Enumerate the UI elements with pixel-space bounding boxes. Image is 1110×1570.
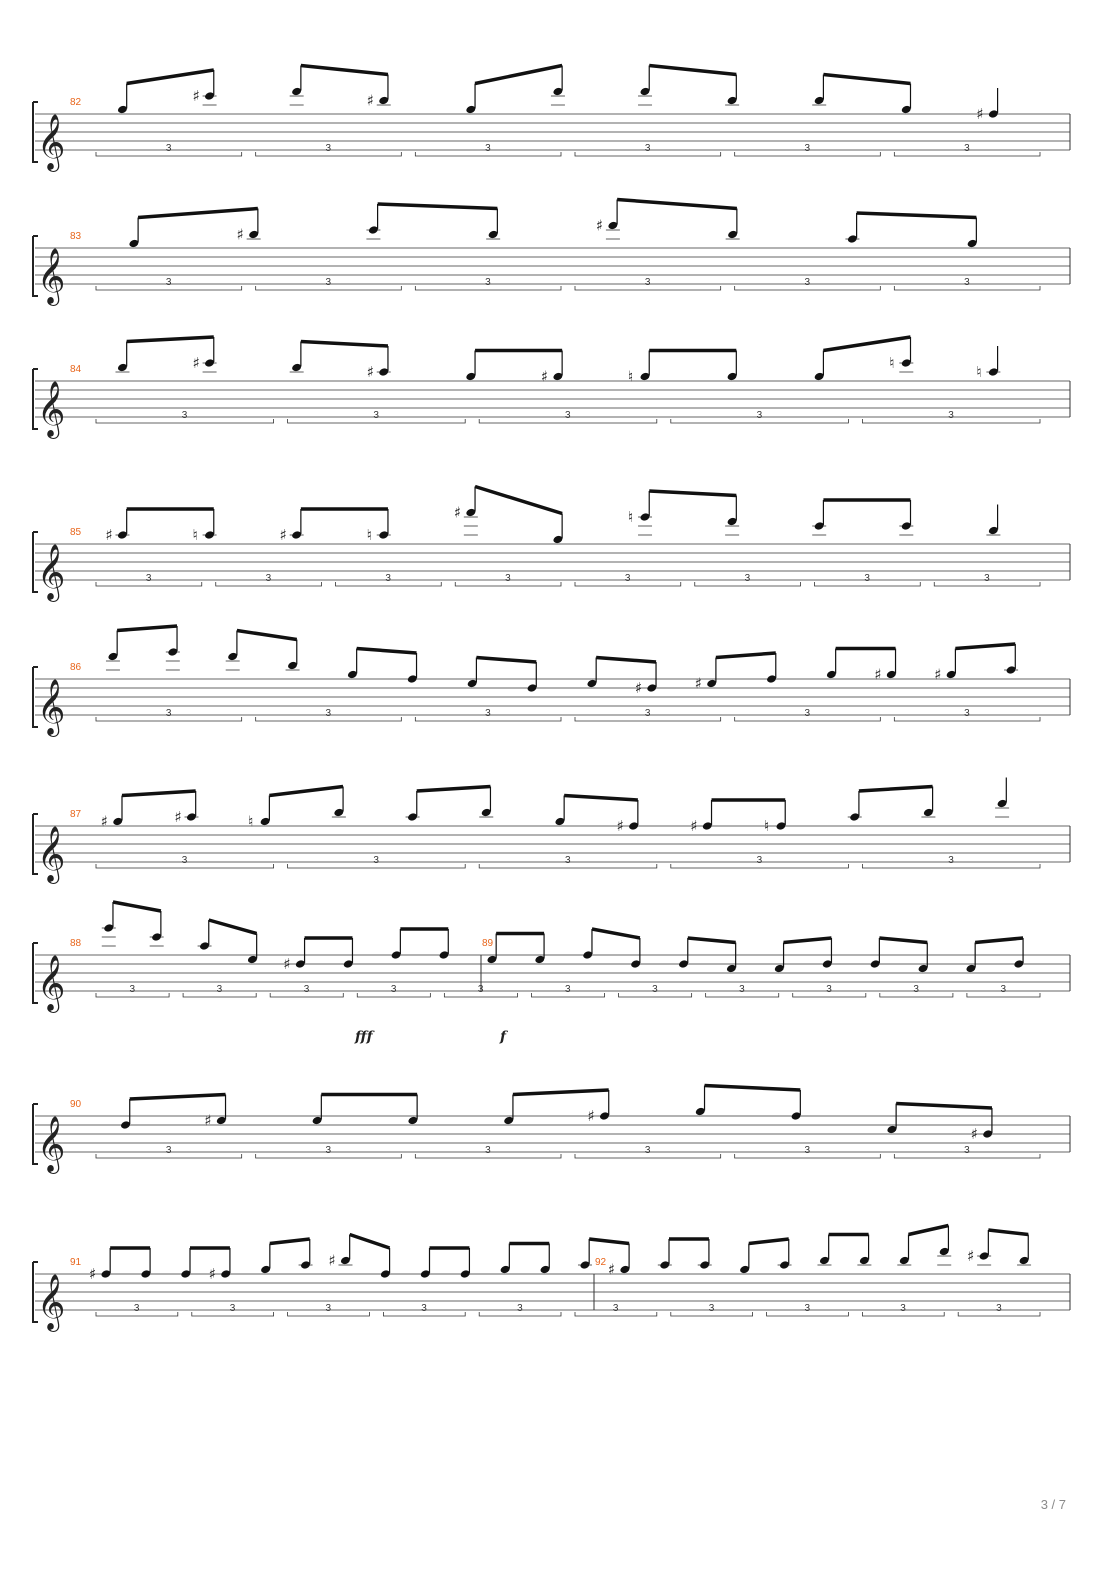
beam (127, 337, 214, 342)
tuplet-number: 3 (325, 1303, 332, 1314)
beam (596, 658, 656, 663)
beam (589, 1239, 629, 1244)
tuplet-number: 3 (181, 410, 188, 421)
tuplet-number: 3 (864, 573, 870, 584)
sharp-icon: ♯ (595, 216, 604, 235)
note (976, 346, 1000, 381)
sharp-icon: ♯ (208, 1265, 216, 1283)
note (628, 351, 650, 386)
note (822, 938, 833, 969)
tuplet-number: 3 (165, 1145, 172, 1156)
measure-number: 86 (70, 662, 82, 673)
note (106, 631, 120, 671)
beam (113, 902, 161, 911)
note (460, 1248, 471, 1279)
note (739, 1244, 750, 1275)
note (367, 346, 391, 381)
note (967, 218, 978, 249)
tuplet-number: 3 (826, 984, 832, 995)
note (937, 1226, 951, 1266)
beam (270, 1239, 310, 1244)
beam (705, 1086, 801, 1091)
note (290, 342, 304, 373)
note (347, 649, 358, 680)
tuplet-number: 3 (984, 573, 990, 584)
beam (857, 213, 977, 218)
beam (617, 200, 737, 209)
natural-icon: ♮ (248, 812, 254, 831)
note (115, 342, 129, 373)
sharp-icon: ♯ (874, 665, 882, 684)
beam (122, 791, 196, 796)
measure-number: 84 (70, 364, 82, 375)
sharp-icon: ♯ (634, 679, 643, 697)
treble-clef-icon: 𝄞 (37, 1116, 66, 1172)
note (774, 943, 785, 974)
note (934, 649, 956, 684)
sharp-icon: ♯ (236, 225, 244, 244)
note (380, 1248, 391, 1279)
tuplet-number: 3 (477, 984, 484, 995)
treble-clef-icon: 𝄞 (37, 826, 66, 882)
treble-clef-icon: 𝄞 (37, 381, 66, 437)
staff-system (33, 487, 1070, 603)
note (102, 902, 116, 946)
beam (955, 644, 1015, 649)
tuplet-number: 3 (421, 1303, 427, 1314)
beam (688, 938, 736, 943)
tuplet-number: 3 (804, 708, 811, 719)
note (727, 351, 738, 382)
beam (823, 75, 910, 84)
note (791, 1090, 802, 1121)
beam (879, 938, 927, 943)
beam (237, 631, 297, 640)
beam (716, 653, 776, 658)
note (921, 787, 935, 818)
staff-system (33, 337, 1070, 439)
sharp-icon: ♯ (976, 105, 984, 123)
tuplet-number: 3 (644, 143, 651, 154)
note (540, 1244, 551, 1275)
measure-number: 90 (70, 1099, 82, 1110)
note (407, 1095, 418, 1126)
sharp-icon: ♯ (540, 367, 549, 386)
tuplet-number: 3 (964, 1145, 970, 1156)
tuplet-number: 3 (505, 573, 511, 584)
tuplet-number: 3 (612, 1303, 619, 1314)
tuplet-number: 3 (265, 573, 272, 584)
tuplet-number: 3 (900, 1303, 906, 1314)
beam (975, 938, 1023, 943)
tuplet-number: 3 (165, 143, 172, 154)
beam (513, 1090, 609, 1095)
staff-system (33, 902, 1070, 1045)
note (899, 500, 913, 535)
tuplet-number: 3 (229, 1303, 236, 1314)
note (986, 505, 1000, 536)
note (367, 75, 391, 110)
note (725, 496, 739, 536)
staff-system (33, 626, 1070, 737)
note (814, 351, 825, 382)
note (193, 337, 217, 372)
sharp-icon: ♯ (328, 1251, 336, 1270)
note (366, 204, 380, 239)
beam (859, 787, 933, 792)
note (407, 653, 418, 684)
note (280, 509, 304, 544)
note (1004, 644, 1018, 675)
note (817, 1235, 831, 1266)
note (578, 1239, 592, 1270)
note (193, 509, 217, 544)
sharp-icon: ♯ (283, 955, 291, 973)
sharp-icon: ♯ (204, 1111, 212, 1130)
sharp-icon: ♯ (453, 503, 462, 522)
note (552, 514, 563, 545)
note (874, 649, 896, 684)
tuplet-number: 3 (913, 984, 919, 995)
beam (301, 342, 388, 347)
beam (357, 649, 417, 654)
natural-icon: ♮ (628, 367, 634, 386)
treble-clef-icon: 𝄞 (37, 544, 66, 600)
note (454, 487, 478, 536)
note (166, 626, 180, 670)
sharp-icon: ♯ (690, 817, 698, 835)
treble-clef-icon: 𝄞 (37, 1274, 66, 1330)
natural-icon: ♮ (192, 526, 198, 544)
note (901, 84, 912, 115)
note (117, 84, 128, 115)
beam (209, 920, 257, 934)
beam (896, 1104, 992, 1109)
tuplet-number: 3 (624, 573, 631, 584)
note (527, 662, 538, 693)
tuplet-number: 3 (565, 855, 571, 866)
tuplet-number: 3 (744, 573, 751, 584)
tuplet-number: 3 (644, 277, 651, 288)
beam (417, 787, 491, 792)
note (283, 938, 305, 973)
tuplet-number: 3 (644, 708, 651, 719)
note (439, 929, 450, 960)
tuplet-number: 3 (390, 984, 397, 995)
note (695, 658, 717, 693)
note (286, 640, 300, 671)
beam (138, 209, 258, 218)
note (140, 1248, 151, 1279)
beam (592, 929, 640, 938)
beam (475, 487, 562, 514)
tuplet-number: 3 (804, 277, 811, 288)
tuplet-number: 3 (652, 984, 658, 995)
tuplet-number: 3 (708, 1303, 715, 1314)
tuplet-number: 3 (756, 855, 763, 866)
note (1013, 938, 1024, 969)
note (120, 1099, 131, 1130)
note (237, 209, 261, 244)
sharp-icon: ♯ (366, 91, 375, 110)
note (766, 653, 777, 684)
measure-number: 88 (70, 938, 82, 949)
beam (649, 491, 736, 496)
natural-icon: ♮ (976, 363, 982, 381)
staff-system (33, 1086, 1070, 1175)
tuplet-number: 3 (756, 410, 763, 421)
note (312, 1095, 323, 1126)
measure-number: 87 (70, 809, 82, 820)
note (248, 796, 270, 831)
note (260, 1244, 271, 1275)
tuplet-number: 3 (644, 1145, 651, 1156)
beam (117, 626, 177, 631)
note (638, 66, 652, 106)
note (845, 213, 859, 244)
measure-number: 82 (70, 97, 82, 108)
beam (649, 66, 736, 75)
note (725, 75, 739, 106)
tuplet-number: 3 (373, 855, 379, 866)
note (503, 1095, 514, 1126)
tuplet-number: 3 (325, 1145, 332, 1156)
tuplet-number: 3 (565, 984, 571, 995)
tuplet-number: 3 (739, 984, 745, 995)
note (897, 1235, 911, 1266)
beam (475, 66, 562, 84)
beam (564, 796, 638, 801)
note (857, 1235, 871, 1266)
note (105, 509, 129, 544)
sharp-icon: ♯ (694, 674, 702, 693)
staff-system (33, 200, 1070, 307)
note (226, 631, 240, 671)
note (965, 943, 976, 974)
note (290, 66, 304, 106)
tuplet-number: 3 (485, 708, 491, 719)
note (586, 658, 597, 689)
note (150, 911, 164, 946)
beam (301, 66, 388, 75)
tuplet-number: 3 (385, 573, 391, 584)
tuplet-number: 3 (485, 1145, 491, 1156)
tuplet-number: 3 (485, 277, 491, 288)
measure-number: 92 (595, 1257, 607, 1268)
note (889, 337, 913, 372)
sharp-icon: ♯ (967, 1247, 975, 1265)
sharp-icon: ♯ (279, 526, 287, 544)
measure-number: 85 (70, 527, 82, 538)
tuplet-number: 3 (181, 855, 188, 866)
note (778, 1239, 792, 1270)
note (695, 1086, 706, 1117)
note (486, 209, 500, 240)
note (976, 88, 998, 123)
note (465, 351, 476, 382)
note (554, 796, 565, 827)
beam (127, 70, 214, 84)
tuplet-number: 3 (325, 277, 332, 288)
sharp-icon: ♯ (366, 363, 375, 381)
natural-icon: ♮ (628, 508, 634, 526)
note (479, 787, 493, 818)
note (635, 662, 657, 697)
staff-system (33, 66, 1070, 173)
tuplet-number: 3 (165, 277, 172, 288)
tuplet-number: 3 (373, 410, 379, 421)
beam (988, 1230, 1028, 1235)
note (299, 1239, 313, 1270)
sharp-icon: ♯ (174, 808, 182, 826)
note (467, 658, 478, 689)
beam (476, 658, 536, 663)
tuplet-number: 3 (964, 277, 970, 288)
beam (130, 1095, 226, 1100)
treble-clef-icon: 𝄞 (37, 114, 66, 170)
note (588, 1090, 610, 1125)
note (918, 943, 929, 974)
note (193, 70, 217, 105)
sharp-icon: ♯ (607, 1260, 616, 1279)
tuplet-number: 3 (565, 410, 571, 421)
note (551, 66, 565, 106)
note (332, 787, 346, 818)
note (174, 791, 198, 826)
note (826, 649, 837, 680)
tuplet-number: 3 (964, 143, 970, 154)
tuplet-number: 3 (804, 1145, 811, 1156)
measure-number: 91 (70, 1257, 82, 1268)
note (628, 491, 652, 535)
note (1017, 1235, 1031, 1266)
note (209, 1248, 231, 1283)
note (617, 800, 639, 835)
note (367, 509, 391, 544)
sharp-icon: ♯ (192, 354, 200, 372)
sharp-icon: ♯ (192, 87, 200, 105)
sharp-icon: ♯ (587, 1107, 595, 1125)
note (343, 938, 354, 969)
note (848, 791, 862, 822)
note (971, 1108, 993, 1143)
natural-icon: ♮ (764, 817, 770, 835)
note (128, 218, 139, 249)
note (89, 1248, 111, 1283)
note (596, 200, 620, 240)
note (886, 1104, 897, 1135)
tuplet-number: 3 (303, 984, 310, 995)
note (328, 1235, 352, 1270)
note (534, 934, 545, 965)
tuplet-number: 3 (948, 855, 954, 866)
sharp-icon: ♯ (616, 817, 624, 835)
note (726, 943, 737, 974)
note (658, 1239, 672, 1270)
note (204, 1095, 226, 1130)
dynamic-marking: fff (355, 1029, 373, 1045)
note (812, 75, 826, 106)
beam (909, 1226, 949, 1235)
note (698, 1239, 712, 1270)
note (406, 791, 420, 822)
tuplet-number: 3 (216, 984, 223, 995)
staff-system (33, 778, 1070, 885)
tuplet-number: 3 (1000, 984, 1007, 995)
treble-clef-icon: 𝄞 (37, 248, 66, 304)
sharp-icon: ♯ (88, 1265, 97, 1283)
tuplet-number: 3 (804, 143, 811, 154)
note (500, 1244, 511, 1275)
natural-icon: ♮ (366, 526, 373, 544)
note (541, 351, 563, 386)
note (690, 800, 712, 835)
sharp-icon: ♯ (970, 1125, 978, 1143)
beam (823, 337, 910, 351)
note (582, 929, 593, 960)
note (391, 929, 402, 960)
page-number: 3 / 7 (1040, 1497, 1066, 1512)
note (420, 1248, 431, 1279)
tuplet-number: 3 (964, 708, 970, 719)
tuplet-number: 3 (129, 984, 136, 995)
treble-clef-icon: 𝄞 (37, 955, 66, 1011)
note (198, 920, 212, 951)
tuplet-number: 3 (325, 143, 332, 154)
sharp-icon: ♯ (100, 812, 109, 831)
staff-system (33, 1226, 1070, 1333)
tuplet-number: 3 (948, 410, 954, 421)
note (870, 938, 881, 969)
measure-number: 89 (482, 938, 494, 949)
tuplet-number: 3 (325, 708, 332, 719)
tuplet-number: 3 (517, 1303, 523, 1314)
tuplet-number: 3 (165, 708, 172, 719)
beam (378, 204, 498, 209)
note (995, 778, 1009, 818)
tuplet-number: 3 (133, 1303, 140, 1314)
sharp-icon: ♯ (105, 526, 113, 544)
sharp-icon: ♯ (934, 665, 942, 684)
treble-clef-icon: 𝄞 (37, 679, 66, 735)
note (630, 938, 641, 969)
beam (784, 938, 832, 943)
note (726, 209, 740, 240)
tuplet-number: 3 (804, 1303, 811, 1314)
beam (269, 787, 343, 796)
note (180, 1248, 191, 1279)
note (764, 800, 786, 835)
note (101, 796, 123, 831)
tuplet-number: 3 (996, 1303, 1002, 1314)
measure-number: 83 (70, 231, 82, 242)
beam (749, 1239, 789, 1244)
note (678, 938, 689, 969)
dynamic-marking: f (500, 1029, 507, 1045)
note (608, 1244, 630, 1279)
note (465, 84, 476, 115)
tuplet-number: 3 (145, 573, 152, 584)
tuplet-number: 3 (485, 143, 491, 154)
note (967, 1230, 991, 1265)
beam (350, 1235, 390, 1249)
note (247, 934, 258, 965)
natural-icon: ♮ (889, 354, 895, 372)
note (812, 500, 826, 535)
